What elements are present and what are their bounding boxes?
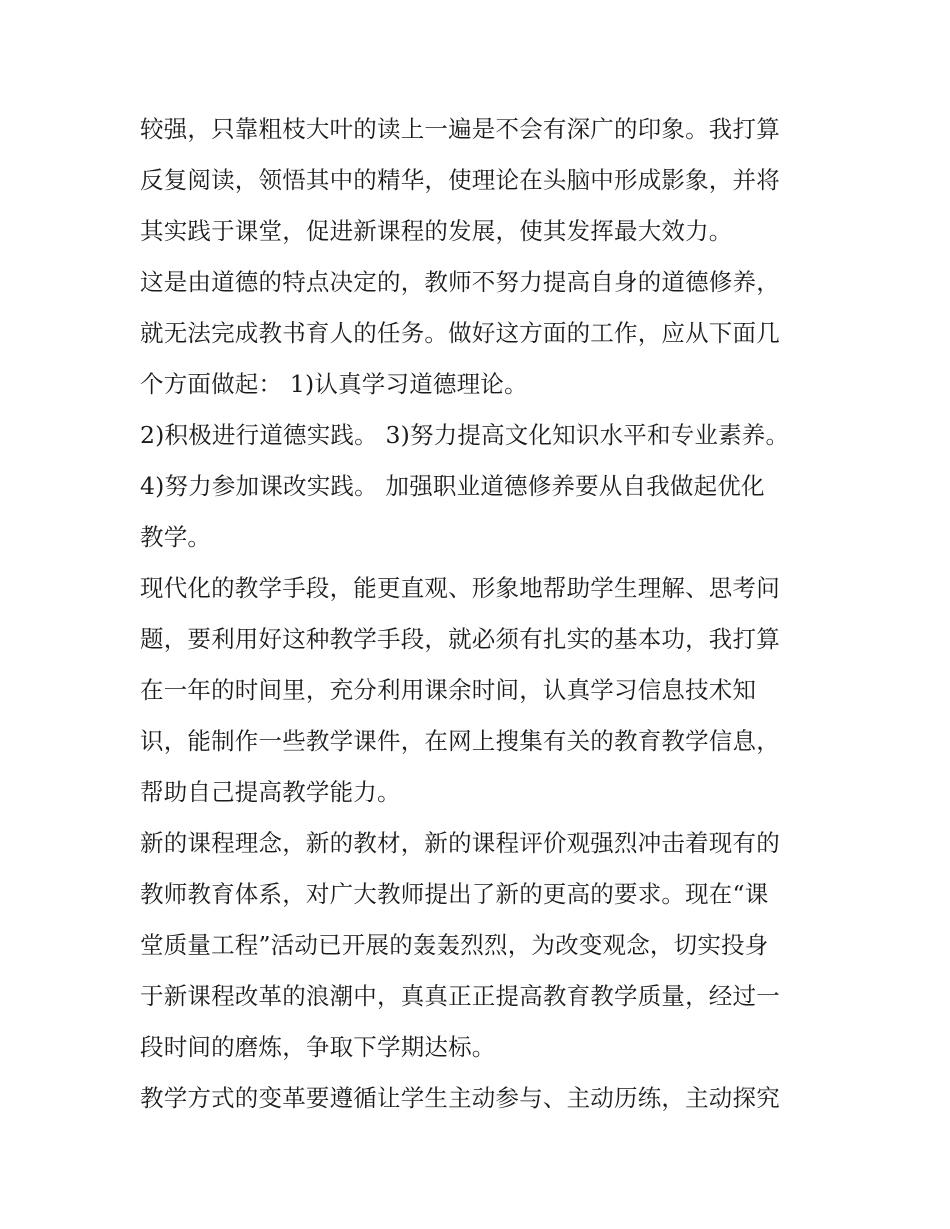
- text-line: 教学。: [140, 523, 212, 551]
- text-line: 2)积极进行道德实践。 3)努力提高文化知识水平和专业素养。: [140, 421, 790, 449]
- paragraph: [140, 461, 820, 563]
- text-line: 现代化的教学手段，能更直观、形象地帮助学生理解、思考问: [140, 574, 780, 602]
- paragraph: [140, 257, 820, 410]
- text-line: 个方面做起： 1)认真学习道德理论。: [140, 370, 528, 398]
- paragraph: [140, 818, 820, 1073]
- text-line: 题，要利用好这种教学手段，就必须有扎实的基本功，我打算: [140, 625, 780, 653]
- text-line: 段时间的磨炼，争取下学期达标。: [140, 1033, 496, 1061]
- text-line: 在一年的时间里，充分利用课余时间，认真学习信息技术知: [140, 676, 757, 704]
- text-line: 堂质量工程”活动已开展的轰轰烈烈，为改变观念，切实投身: [140, 931, 769, 959]
- paragraph: [140, 563, 820, 818]
- text-line: 4)努力参加课改实践。 加强职业道德修养要从自我做起优化: [140, 472, 765, 500]
- text-line: 新的课程理念，新的教材，新的课程评价观强烈冲击着现有的: [140, 829, 780, 857]
- text-line: 于新课程改革的浪潮中，真真正正提高教育教学质量，经过一: [140, 982, 780, 1010]
- text-line: 这是由道德的特点决定的，教师不努力提高自身的道德修养，: [140, 268, 780, 296]
- paragraph: [140, 104, 820, 257]
- text-line: 教师教育体系，对广大教师提出了新的更高的要求。现在“课: [140, 880, 769, 908]
- text-line: 反复阅读，领悟其中的精华，使理论在头脑中形成影象，并将: [140, 166, 780, 194]
- paragraph: [140, 1073, 820, 1124]
- text-line: 其实践于课堂，促进新课程的发展，使其发挥最大效力。: [140, 217, 733, 245]
- text-line: 帮助自己提高教学能力。: [140, 778, 401, 806]
- text-line: 较强，只靠粗枝大叶的读上一遍是不会有深广的印象。我打算: [140, 115, 780, 143]
- text-line: 识，能制作一些教学课件，在网上搜集有关的教育教学信息，: [140, 727, 780, 755]
- text-line: 就无法完成教书育人的任务。做好这方面的工作，应从下面几: [140, 319, 780, 347]
- text-line: 教学方式的变革要遵循让学生主动参与、主动历练，主动探究: [140, 1084, 780, 1112]
- paragraph: [140, 410, 820, 461]
- document-body: [140, 104, 820, 1124]
